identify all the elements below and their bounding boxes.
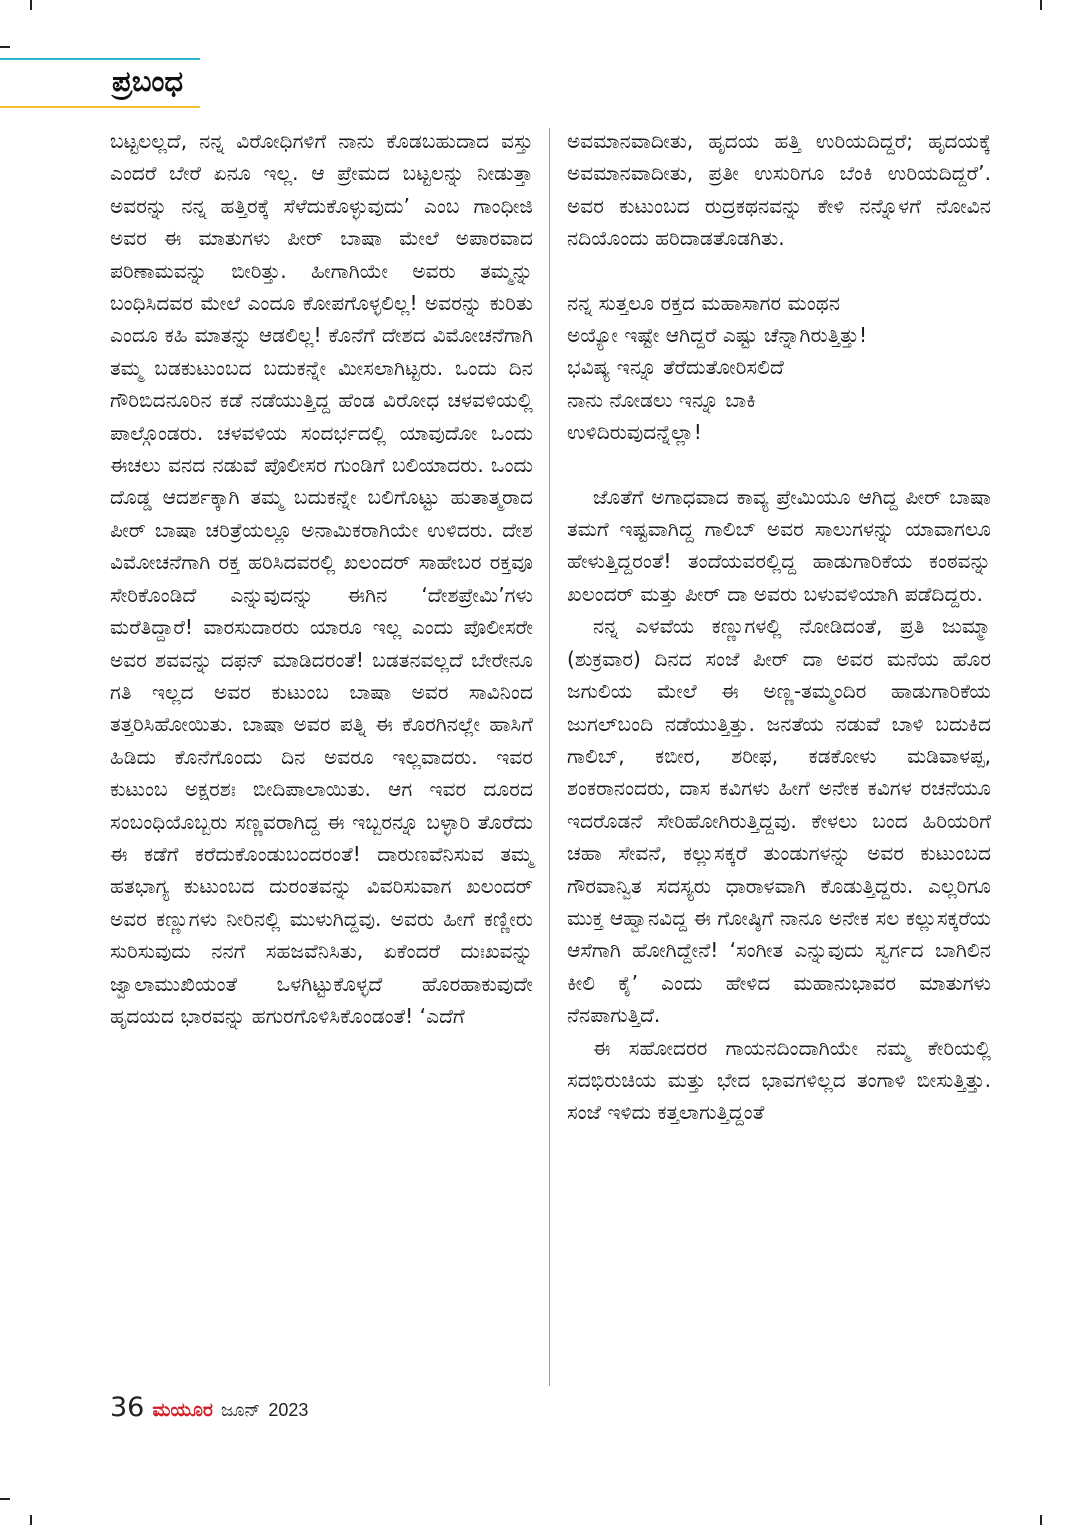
page-number: 36 [110,1392,145,1423]
section-header [0,58,205,110]
issue-month: ಜೂನ್ [220,1400,261,1421]
crop-mark-top-left [30,0,32,10]
spacer [567,255,991,287]
crop-mark-top-right [1040,0,1042,10]
section-header-bottom-rule [0,106,200,108]
issue-year: 2023 [268,1400,309,1420]
left-paragraph-1: ಬಟ್ಟಲಲ್ಲದೆ, ನನ್ನ ವಿರೋಧಿಗಳಿಗೆ ನಾನು ಕೊಡಬಹುದಾದ ವಸ್ತು ಎಂದರೆ ಬೇರೆ ಏನೂ ಇಲ್ಲ. ಆ ಪ್ರೇಮದ ಬಟ್ಟಲನ್ನು ನೀಡುತ್ತಾ ಅವರನ್ನು ನನ್ನ ಹತ್ತಿರಕ್ಕೆ ಸೆಳೆದುಕೊಳ್ಳುವುದು’ ಎಂಬ ಗಾಂಧೀಜಿ ಅವರ ಈ ಮಾತುಗಳು ಪೀರ್ ಬಾಷಾ ಮೇಲೆ ಅಪಾರವಾದ ಪರಿಣಾಮವನ್ನು ಬೀರಿತ್ತು. ಹೀಗಾಗಿಯೇ ಅವರು ತಮ್ಮನ್ನು ಬಂಧಿಸಿದವರ ಮೇಲೆ ಎಂದೂ ಕೋಪಗೊಳ್ಳಲಿಲ್ಲ! ಅವರನ್ನು ಕುರಿತು ಎಂದೂ ಕಹಿ ಮಾತನ್ನು ಆಡಲಿಲ್ಲ! ಕೊನೆಗೆ ದೇಶದ ವಿಮೋಚನೆಗಾಗಿ ತಮ್ಮ ಬಡಕುಟುಂಬದ ಬದುಕನ್ನೇ ಮೀಸಲಾಗಿಟ್ಟರು. ಒಂದು ದಿನ ಗೌರಿಬಿದನೂರಿನ ಕಡೆ ನಡೆಯುತ್ತಿದ್ದ ಹೆಂಡ ವಿರೋಧ ಚಳವಳಿಯಲ್ಲಿ ಪಾಲ್ಗೊಂಡರು. ಚಳವಳಿಯ ಸಂದರ್ಭದಲ್ಲಿ ಯಾವುದೋ ಒಂದು ಈಚಲು ವನದ ನಡುವೆ ಪೊಲೀಸರ ಗುಂಡಿಗೆ ಬಲಿಯಾದರು. ಒಂದು ದೊಡ್ಡ ಆದರ್ಶಕ್ಕಾಗಿ ತಮ್ಮ ಬದುಕನ್ನೇ ಬಲಿಗೊಟ್ಟು ಹುತಾತ್ಮರಾದ ಪೀರ್ ಬಾಷಾ ಚರಿತ್ರೆಯಲ್ಲೂ ಅನಾಮಿಕರಾಗಿಯೇ ಉಳಿದರು. ದೇಶ ವಿಮೋಚನೆಗಾಗಿ ರಕ್ತ ಹರಿಸಿದವರಲ್ಲಿ ಖಲಂದರ್ ಸಾಹೇಬರ ರಕ್ತವೂ ಸೇರಿಕೊಂಡಿದೆ ಎನ್ನುವುದನ್ನು ಈಗಿನ ‘ದೇಶಪ್ರೇಮಿ’ಗಳು ಮರೆತಿದ್ದಾರೆ! ವಾರಸುದಾರರು ಯಾರೂ ಇಲ್ಲ ಎಂದು ಪೊಲೀಸರೇ ಅವರ ಶವವನ್ನು ದಫನ್ ಮಾಡಿದರಂತೆ! ಬಡತನವಲ್ಲದೆ ಬೇರೇನೂ ಗತಿ ಇಲ್ಲದ ಅವರ ಕುಟುಂಬ ಬಾಷಾ ಅವರ ಸಾವಿನಿಂದ ತತ್ತರಿಸಿಹೋಯಿತು. ಬಾಷಾ ಅವರ ಪತ್ನಿ ಈ ಕೊರಗಿನಲ್ಲೇ ಹಾಸಿಗೆ ಹಿಡಿದು ಕೊನೆಗೊಂದು ದಿನ ಅವರೂ ಇಲ್ಲವಾದರು. ಇವರ ಕುಟುಂಬ ಅಕ್ಷರಶಃ ಬೀದಿಪಾಲಾಯಿತು. ಆಗ ಇವರ ದೂರದ ಸಂಬಂಧಿಯೊಬ್ಬರು ಸಣ್ಣವರಾಗಿದ್ದ ಈ ಇಬ್ಬರನ್ನೂ ಬಳ್ಳಾರಿ ತೊರೆದು ಈ ಕಡೆಗೆ ಕರೆದುಕೊಂಡುಬಂದರಂತೆ! ದಾರುಣವೆನಿಸುವ ತಮ್ಮ ಹತಭಾಗ್ಯ ಕುಟುಂಬದ ದುರಂತವನ್ನು ವಿವರಿಸುವಾಗ ಖಲಂದರ್ ಅವರ ಕಣ್ಣುಗಳು ನೀರಿನಲ್ಲಿ ಮುಳುಗಿದ್ದವು. ಅವರು ಹೀಗೆ ಕಣ್ಣೀರು ಸುರಿಸುವುದು ನನಗೆ ಸಹಜವೆನಿಸಿತು, ಏಕೆಂದರೆ ದುಃಖವನ್ನು ಜ್ವಾಲಾಮುಖಿಯಂತೆ ಒಳಗಿಟ್ಟುಕೊಳ್ಳದೆ ಹೊರಹಾಕುವುದೇ ಹೃದಯದ ಭಾರವನ್ನು ಹಗುರಗೊಳಿಸಿಕೊಂಡಂತೆ! ‘ಎದೆಗೆ [110,129,533,1028]
crop-mark-left-lower [0,1498,10,1500]
section-title: ಪ್ರಬಂಧ [112,64,184,98]
article-column-left [110,125,533,1032]
verse-line: ಉಳಿದಿರುವುದನ್ನೆಲ್ಲಾ! [567,420,702,445]
right-paragraph-4: ಈ ಸಹೋದರರ ಗಾಯನದಿಂದಾಗಿಯೇ ನಮ್ಮ ಕೇರಿಯಲ್ಲಿ ಸದಭಿರುಚಿಯ ಮತ್ತು ಭೇದ ಭಾವಗಳಿಲ್ಲದ ತಂಗಾಳಿ ಬೀಸುತ್ತಿತ್ತು. ಸಂಜೆ ಇಳಿದು ಕತ್ತಲಾಗುತ್ತಿದ್ದಂತೆ [567,1035,991,1125]
article-column-right [567,125,991,1129]
verse-line: ಅಯ್ಯೋ ಇಷ್ಟೇ ಆಗಿದ್ದರೆ ಎಷ್ಟು ಚೆನ್ನಾಗಿರುತ್ತಿತ್ತು! [567,323,868,348]
right-paragraph-1: ಅವಮಾನವಾದೀತು, ಹೃದಯ ಹತ್ತಿ ಉರಿಯದಿದ್ದರೆ; ಹೃದಯಕ್ಕೆ ಅವಮಾನವಾದೀತು, ಪ್ರತೀ ಉಸುರಿಗೂ ಬೆಂಕಿ ಉರಿಯದಿದ್ದರೆ’. ಅವರ ಕುಟುಂಬದ ರುದ್ರಕಥನವನ್ನು ಕೇಳಿ ನನ್ನೊಳಗೆ ನೋವಿನ ನದಿಯೊಂದು ಹರಿದಾಡತೊಡಗಿತು. [567,129,991,251]
crop-mark-left-upper [0,46,10,48]
column-divider [549,128,550,1386]
verse-line: ನನ್ನ ಸುತ್ತಲೂ ರಕ್ತದ ಮಹಾಸಾಗರ ಮಂಥನ [567,290,841,315]
section-header-top-rule [0,58,200,60]
verse-line: ಭವಿಷ್ಯ ಇನ್ನೂ ತೆರೆದುತೋರಿಸಲಿದೆ [567,355,784,380]
crop-mark-bottom-right [1040,1515,1042,1525]
poem-verse [567,287,991,449]
right-paragraph-3: ನನ್ನ ಎಳವೆಯ ಕಣ್ಣುಗಳಲ್ಲಿ ನೋಡಿದಂತೆ, ಪ್ರತಿ ಜುಮ್ಮಾ (ಶುಕ್ರವಾರ) ದಿನದ ಸಂಜೆ ಪೀರ್ ದಾ ಅವರ ಮನೆಯ ಹೊರ ಜಗುಲಿಯ ಮೇಲೆ ಈ ಅಣ್ಣ-ತಮ್ಮಂದಿರ ಹಾಡುಗಾರಿಕೆಯ ಜುಗಲ್‌ಬಂದಿ ನಡೆಯುತ್ತಿತ್ತು. ಜನತೆಯ ನಡುವೆ ಬಾಳಿ ಬದುಕಿದ ಗಾಲಿಬ್, ಕಬೀರ, ಶರೀಫ, ಕಡಕೋಳು ಮಡಿವಾಳಪ್ಪ, ಶಂಕರಾನಂದರು, ದಾಸ ಕವಿಗಳು ಹೀಗೆ ಅನೇಕ ಕವಿಗಳ ರಚನೆಯೂ ಇದರೊಡನೆ ಸೇರಿಹೋಗಿರುತ್ತಿದ್ದವು. ಕೇಳಲು ಬಂದ ಹಿರಿಯರಿಗೆ ಚಹಾ ಸೇವನೆ, ಕಲ್ಲುಸಕ್ಕರೆ ತುಂಡುಗಳನ್ನು ಅವರ ಕುಟುಂಬದ ಗೌರವಾನ್ವಿತ ಸದಸ್ಯರು ಧಾರಾಳವಾಗಿ ಕೊಡುತ್ತಿದ್ದರು. ಎಲ್ಲರಿಗೂ ಮುಕ್ತ ಆಹ್ವಾನವಿದ್ದ ಈ ಗೋಷ್ಠಿಗೆ ನಾನೂ ಅನೇಕ ಸಲ ಕಲ್ಲುಸಕ್ಕರೆಯ ಆಸೆಗಾಗಿ ಹೋಗಿದ್ದೇನೆ! ‘ಸಂಗೀತ ಎನ್ನುವುದು ಸ್ವರ್ಗದ ಬಾಗಿಲಿನ ಕೀಲಿ ಕೈ’ ಎಂದು ಹೇಳಿದ ಮಹಾನುಭಾವರ ಮಾತುಗಳು ನೆನಪಾಗುತ್ತಿದೆ. [567,614,991,1028]
page-footer [110,1392,308,1428]
magazine-logo: ಮಯೂರ [152,1399,213,1421]
right-paragraph-2: ಜೊತೆಗೆ ಅಗಾಧವಾದ ಕಾವ್ಯ ಪ್ರೇಮಿಯೂ ಆಗಿದ್ದ ಪೀರ್ ಬಾಷಾ ತಮಗೆ ಇಷ್ಟವಾಗಿದ್ದ ಗಾಲಿಬ್ ಅವರ ಸಾಲುಗಳನ್ನು ಯಾವಾಗಲೂ ಹೇಳುತ್ತಿದ್ದರಂತೆ! ತಂದೆಯವರಲ್ಲಿದ್ದ ಹಾಡುಗಾರಿಕೆಯ ಕಂಠವನ್ನು ಖಲಂದರ್ ಮತ್ತು ಪೀರ್ ದಾ ಅವರು ಬಳುವಳಿಯಾಗಿ ಪಡೆದಿದ್ದರು. [567,484,991,606]
crop-mark-bottom-left [30,1515,32,1525]
spacer [567,449,991,481]
verse-line: ನಾನು ನೋಡಲು ಇನ್ನೂ ಬಾಕಿ [567,387,756,412]
